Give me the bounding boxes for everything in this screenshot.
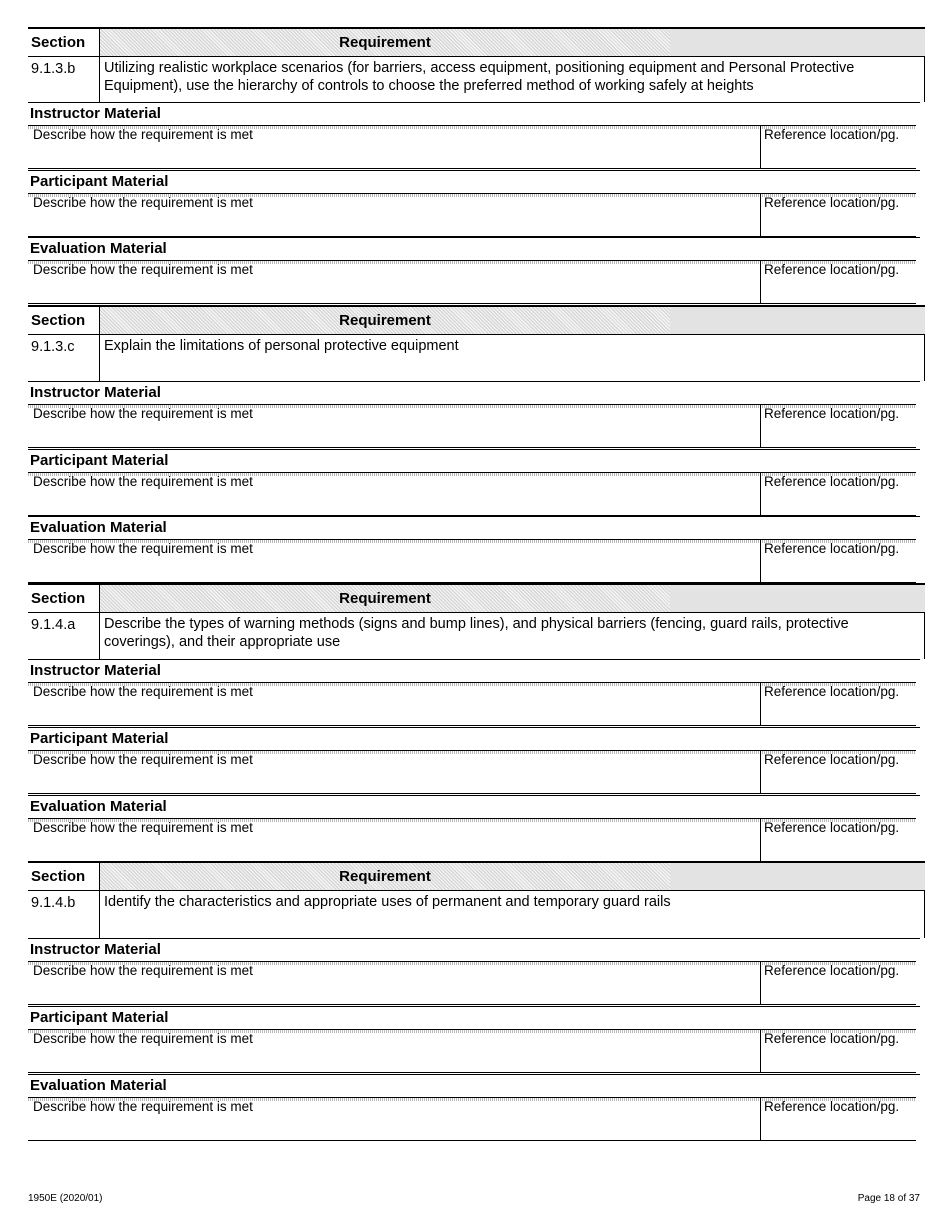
section-number: 9.1.3.c	[31, 339, 75, 355]
evaluation-material-title: Evaluation Material	[28, 795, 920, 818]
section-row	[28, 891, 925, 938]
field-divider	[760, 540, 761, 582]
header-shade	[670, 585, 925, 612]
describe-label: Describe how the requirement is met	[33, 541, 253, 556]
requirement-text: Describe the types of warning methods (signs and bump lines), and physical barriers (fencing, guard rails, protective coverings), and their appropriate use	[104, 616, 849, 650]
section-header-row	[28, 305, 925, 335]
participant-material-field[interactable]	[28, 472, 916, 516]
participant-material-field[interactable]	[28, 193, 916, 237]
section-right-border	[924, 335, 925, 381]
section-row	[28, 57, 925, 102]
participant-material-title: Participant Material	[28, 449, 920, 472]
instructor-material-field[interactable]	[28, 125, 916, 169]
reference-label: Reference location/pg.	[764, 541, 900, 556]
evaluation-material-title: Evaluation Material	[28, 1074, 920, 1097]
evaluation-material-field[interactable]	[28, 1097, 916, 1141]
reference-label: Reference location/pg.	[764, 195, 900, 210]
instructor-material-field[interactable]	[28, 961, 916, 1005]
section-divider	[99, 57, 100, 102]
field-divider	[760, 1030, 761, 1072]
requirement-column-header: Requirement	[339, 312, 431, 329]
participant-material-title: Participant Material	[28, 170, 920, 193]
describe-label: Describe how the requirement is met	[33, 752, 253, 767]
field-divider	[760, 473, 761, 515]
section-row	[28, 335, 925, 381]
evaluation-material-field[interactable]	[28, 818, 916, 862]
section-right-border	[924, 891, 925, 938]
requirement-text: Identify the characteristics and appropriate uses of permanent and temporary guard rails	[104, 894, 671, 910]
evaluation-material-field[interactable]	[28, 539, 916, 583]
section-column-header: Section	[28, 307, 100, 334]
describe-label: Describe how the requirement is met	[33, 684, 253, 699]
requirement-text: Explain the limitations of personal protective equipment	[104, 338, 459, 354]
requirement-text: Utilizing realistic workplace scenarios (for barriers, access equipment, positioning equipment and Personal Protective Equipment), use the hierarchy of controls to choose the preferred method of working safely at heights	[104, 60, 855, 94]
header-shade	[670, 307, 925, 334]
section-number: 9.1.4.b	[31, 895, 76, 911]
section-header-row	[28, 861, 925, 891]
requirement-column-header: Requirement	[339, 590, 431, 607]
section-column-header: Section	[28, 29, 100, 56]
participant-material-field[interactable]	[28, 1029, 916, 1073]
describe-label: Describe how the requirement is met	[33, 820, 253, 835]
form-id: 1950E (2020/01)	[28, 1193, 103, 1204]
section-row	[28, 613, 925, 659]
instructor-material-title: Instructor Material	[28, 938, 920, 961]
field-divider	[760, 751, 761, 793]
section-column-header: Section	[28, 863, 100, 890]
reference-label: Reference location/pg.	[764, 474, 900, 489]
page-number: Page 18 of 37	[857, 1193, 920, 1204]
reference-label: Reference location/pg.	[764, 406, 900, 421]
evaluation-material-title: Evaluation Material	[28, 237, 920, 260]
reference-label: Reference location/pg.	[764, 127, 900, 142]
describe-label: Describe how the requirement is met	[33, 262, 253, 277]
describe-label: Describe how the requirement is met	[33, 474, 253, 489]
describe-label: Describe how the requirement is met	[33, 406, 253, 421]
field-divider	[760, 261, 761, 303]
field-divider	[760, 126, 761, 168]
section-column-header: Section	[28, 585, 100, 612]
instructor-material-field[interactable]	[28, 404, 916, 448]
describe-label: Describe how the requirement is met	[33, 963, 253, 978]
section-header-row	[28, 27, 925, 57]
reference-label: Reference location/pg.	[764, 752, 900, 767]
describe-label: Describe how the requirement is met	[33, 1099, 253, 1114]
instructor-material-field[interactable]	[28, 682, 916, 726]
reference-label: Reference location/pg.	[764, 1099, 900, 1114]
section-number: 9.1.4.a	[31, 617, 76, 633]
section-number: 9.1.3.b	[31, 61, 76, 77]
reference-label: Reference location/pg.	[764, 262, 900, 277]
field-divider	[760, 1098, 761, 1140]
instructor-material-title: Instructor Material	[28, 659, 920, 682]
reference-label: Reference location/pg.	[764, 1031, 900, 1046]
describe-label: Describe how the requirement is met	[33, 1031, 253, 1046]
evaluation-material-field[interactable]	[28, 260, 916, 304]
evaluation-material-title: Evaluation Material	[28, 516, 920, 539]
instructor-material-title: Instructor Material	[28, 102, 920, 125]
section-divider	[99, 891, 100, 938]
header-shade	[670, 863, 925, 890]
field-divider	[760, 962, 761, 1004]
instructor-material-title: Instructor Material	[28, 381, 920, 404]
section-right-border	[924, 613, 925, 659]
requirement-column-header: Requirement	[339, 868, 431, 885]
reference-label: Reference location/pg.	[764, 684, 900, 699]
participant-material-title: Participant Material	[28, 727, 920, 750]
reference-label: Reference location/pg.	[764, 963, 900, 978]
describe-label: Describe how the requirement is met	[33, 195, 253, 210]
section-right-border	[924, 57, 925, 102]
header-shade	[670, 29, 925, 56]
field-divider	[760, 683, 761, 725]
reference-label: Reference location/pg.	[764, 820, 900, 835]
field-divider	[760, 819, 761, 861]
section-header-row	[28, 583, 925, 613]
field-divider	[760, 194, 761, 236]
participant-material-title: Participant Material	[28, 1006, 920, 1029]
section-divider	[99, 613, 100, 659]
section-divider	[99, 335, 100, 381]
participant-material-field[interactable]	[28, 750, 916, 794]
describe-label: Describe how the requirement is met	[33, 127, 253, 142]
requirement-column-header: Requirement	[339, 34, 431, 51]
field-divider	[760, 405, 761, 447]
